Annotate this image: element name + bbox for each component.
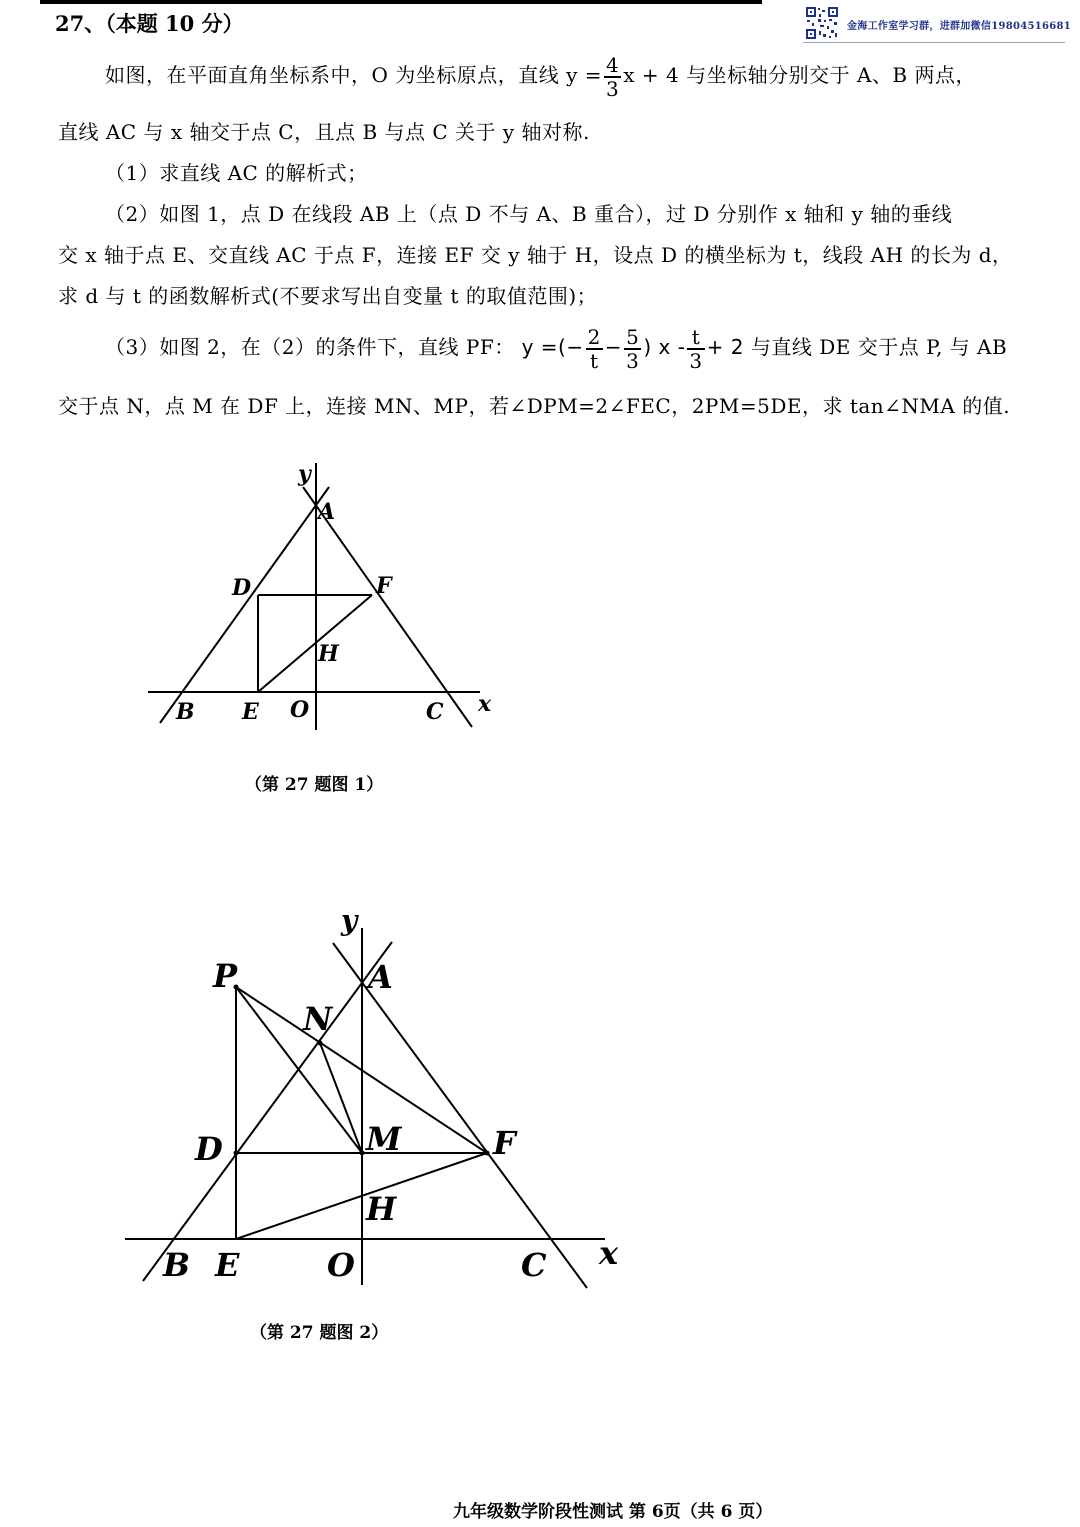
part-3-line-2: 交于点 N，点 M 在 DF 上，连接 MN、MP，若∠DPM=2∠FEC，2PM=5DE，求 tan∠NMA 的值. xyxy=(58,394,1011,418)
line-AB xyxy=(143,942,392,1281)
point-F xyxy=(485,1151,490,1156)
qr-code-icon xyxy=(805,6,839,40)
label-C: C xyxy=(521,1246,547,1284)
figure-2-caption: （第 27 题图 2） xyxy=(250,1323,389,1343)
label-O: O xyxy=(327,1246,355,1284)
label-C: C xyxy=(426,699,444,725)
part-2-line-3: 求 d 与 t 的函数解析式(不要求写出自变量 t 的取值范围)； xyxy=(58,284,598,308)
banner-text: 金海工作室学习群，进群加微信19804516681 xyxy=(847,21,1072,32)
label-D: D xyxy=(195,1130,223,1168)
label-N: N xyxy=(303,1000,333,1038)
label-P: P xyxy=(213,957,238,995)
point-D xyxy=(234,1151,239,1156)
label-F: F xyxy=(376,573,392,599)
label-A: A xyxy=(368,958,393,996)
label-A: A xyxy=(318,499,336,525)
label-E: E xyxy=(242,699,259,725)
segment-NM xyxy=(320,1043,362,1153)
fraction-t-3: $\frac{t}{3}$ xyxy=(689,324,703,373)
point-N xyxy=(318,1041,323,1046)
fraction-5-3: $\frac{5}{3}$ xyxy=(626,324,640,373)
page-footer: 九年级数学阶段性测试 第 6页（共 6 页） xyxy=(453,1502,773,1522)
figure-1 xyxy=(140,455,520,735)
intro-line-1: 如图，在平面直角坐标系中，O 为坐标原点，直线 y = $\frac{4}{3}$ x + 4 与坐标轴分别交于 A、B 两点， xyxy=(105,52,976,101)
figure-1-caption: （第 27 题图 1） xyxy=(245,775,384,795)
label-B: B xyxy=(176,699,195,725)
label-E: E xyxy=(215,1246,240,1284)
line-AB xyxy=(160,487,329,723)
label-D: D xyxy=(232,575,252,601)
label-O: O xyxy=(290,697,310,723)
part-1: （1）求直线 AC 的解析式； xyxy=(105,161,368,185)
label-F: F xyxy=(493,1124,516,1162)
label-M: M xyxy=(366,1120,402,1158)
label-x: x xyxy=(599,1234,619,1272)
label-B: B xyxy=(163,1246,191,1284)
top-rule xyxy=(40,0,762,4)
figure-2 xyxy=(115,900,635,1295)
label-x: x xyxy=(478,691,492,717)
label-y: y xyxy=(341,904,358,937)
point-M xyxy=(360,1151,365,1156)
intro-line-2: 直线 AC 与 x 轴交于点 C，且点 B 与点 C 关于 y 轴对称. xyxy=(58,120,590,144)
header-banner xyxy=(803,6,1072,43)
fraction-4-3: $\frac{4}{3}$ xyxy=(606,52,620,101)
part-2-line-2: 交 x 轴于点 E、交直线 AC 于点 F，连接 EF 交 y 轴于 H，设点 D 的横坐标为 t，线段 AH 的长为 d， xyxy=(58,243,1013,267)
part-3-line-1: （3）如图 2，在（2）的条件下，直线 PF： y =(− $\frac{2}{t}$ − $\frac{5}{3}$ ) x - $\frac{t}{3}$ + 2 与直线 DE 交于点 P, 与 AB xyxy=(105,324,1008,373)
label-H: H xyxy=(366,1190,397,1228)
fraction-2-t: $\frac{2}{t}$ xyxy=(587,324,601,373)
label-H: H xyxy=(318,641,339,667)
part-2-line-1: （2）如图 1，点 D 在线段 AB 上（点 D 不与 A、B 重合），过 D 分别作 x 轴和 y 轴的垂线 xyxy=(105,202,953,226)
label-y: y xyxy=(298,461,311,487)
problem-number: 27、（本题 10 分） xyxy=(55,11,244,36)
